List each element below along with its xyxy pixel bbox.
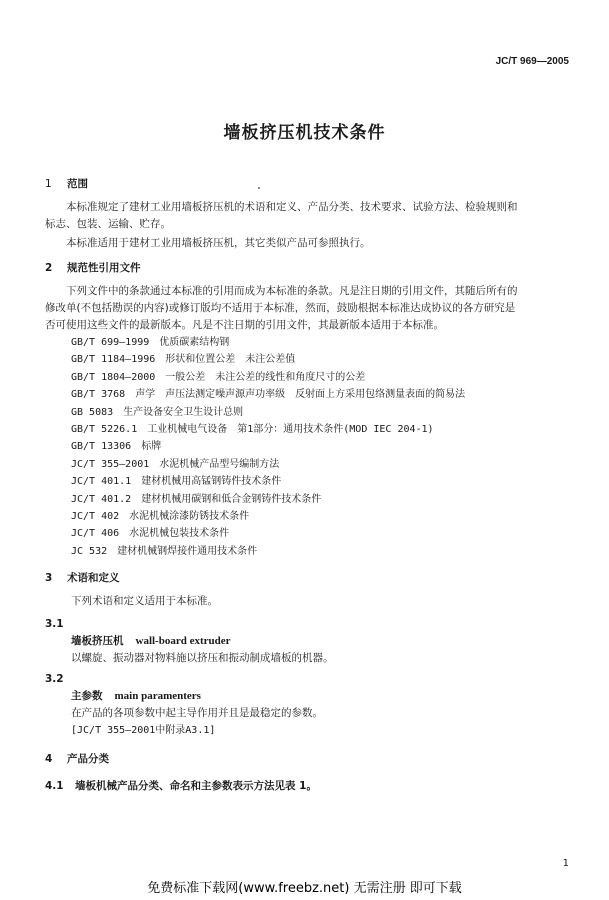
term-name: 主参数: [71, 690, 103, 703]
reference-item: [71, 351, 575, 368]
reference-item: [71, 525, 575, 542]
reference-title: 建材机械钢焊接件通用技术条件: [117, 545, 258, 557]
reference-item: [71, 369, 575, 386]
section-number: 4: [45, 753, 53, 766]
text-line: 本标准规定了建材工业用墙板挤压机的术语和定义、产品分类、技术要求、试验方法、检验规则和: [66, 201, 518, 213]
reference-list: [71, 334, 575, 560]
reference-code: GB/T 13306: [71, 441, 132, 453]
references-intro-cont: 否可使用这些文件的最新版本。凡是不注日期的引用文件，其最新版本适用于本标准。: [45, 319, 444, 331]
term-definition: 以螺旋、振动器对物料施以挤压和振动制成墙板的机器。: [71, 652, 334, 665]
reference-code: JC/T 401.1: [71, 476, 132, 488]
reference-title: 优质碳素结构钢: [159, 337, 230, 348]
reference-item: [71, 508, 575, 525]
standard-code: JC/T 969—2005: [495, 56, 569, 67]
reference-title: 水泥机械涂漆防锈技术条件: [129, 511, 250, 523]
reference-title: 水泥机械产品型号编制方法: [159, 458, 280, 470]
section-title: 规范性引用文件: [67, 262, 141, 274]
reference-title: 建材机械用碳钢和低合金钢铸件技术条件: [141, 493, 322, 505]
term-english: main paramenters: [114, 690, 201, 703]
section-4-heading: [45, 751, 575, 768]
reference-title: 工业机械电气设备 第1部分：通用技术条件(MOD IEC 204-1): [147, 424, 434, 436]
reference-title: 一般公差 未注公差的线性和角度尺寸的公差: [165, 371, 366, 383]
reference-title: 形状和位置公差 未注公差值: [165, 354, 296, 366]
references-intro: 下列文件中的条款通过本标准的引用而成为本标准的条款。凡是注日期的引用文件，其随后所有的: [66, 285, 518, 297]
reference-code: JC/T 401.2: [71, 493, 132, 505]
reference-item: [71, 386, 575, 403]
subsection-4-1: [45, 778, 575, 795]
reference-code: GB/T 5226.1: [71, 424, 138, 436]
reference-item: [71, 491, 575, 508]
reference-code: JC/T 406: [71, 528, 120, 540]
section-title: 产品分类: [67, 753, 109, 766]
section-number: 1: [45, 178, 52, 190]
section-title: 范围: [67, 178, 88, 190]
section-number: 3: [45, 572, 53, 585]
references-intro-cont: 修改单(不包括勘误的内容)或修订版均不适用于本标准，然而，鼓励根据本标准达成协议的各方研究是: [45, 302, 516, 314]
term-entry: [45, 633, 575, 650]
terms-intro: 下列术语和定义适用于本标准。: [71, 595, 218, 608]
reference-item: [71, 334, 575, 351]
reference-item: [71, 404, 575, 421]
term-source: [JC/T 355—2001中附录A3.1]: [71, 725, 216, 737]
reference-title: 水泥机械包装技术条件: [129, 528, 230, 540]
reference-item: [71, 456, 575, 473]
document-body: [45, 170, 575, 795]
section-2-heading: [45, 260, 575, 277]
term-name: 墙板挤压机: [71, 635, 124, 648]
reference-code: JC/T 355—2001: [71, 458, 150, 470]
reference-item: [71, 473, 575, 490]
reference-title: 标牌: [141, 441, 162, 453]
reference-code: GB/T 1184—1996: [71, 354, 156, 366]
reference-code: GB 5083: [71, 406, 114, 418]
term-entry: [45, 688, 575, 705]
section-1-heading: [45, 176, 575, 193]
section-number: 2: [45, 262, 53, 274]
document-title: 墙板挤压机技术条件: [223, 123, 386, 143]
page-number: 1: [562, 858, 569, 869]
reference-code: GB/T 1804—2000: [71, 371, 156, 383]
subsection-number: 4.1: [45, 780, 64, 793]
term-number: 3.1: [45, 618, 64, 631]
scope-paragraph-1: [45, 199, 575, 216]
reference-code: GB/T 3768: [71, 389, 126, 401]
reference-title: 生产设备安全卫生设计总则: [123, 406, 244, 418]
reference-item: [71, 421, 575, 438]
section-3-heading: [45, 570, 575, 587]
scope-paragraph-1-cont: 标志、包装、运输、贮存。: [45, 218, 171, 230]
reference-code: JC/T 402: [71, 511, 120, 523]
reference-title: 建材机械用高锰钢铸件技术条件: [141, 476, 282, 488]
term-english: wall-board extruder: [135, 635, 231, 648]
term-definition: 在产品的各项参数中起主导作用并且是最稳定的参数。: [71, 707, 323, 720]
reference-item: [71, 543, 575, 560]
section-title: 术语和定义: [67, 572, 120, 585]
reference-title: 声学 声压法测定噪声源声功率级 反射面上方采用包络测量表面的简易法: [135, 389, 466, 401]
reference-code: JC 532: [71, 545, 108, 557]
reference-code: GB/T 699—1999: [71, 337, 150, 348]
download-footer: 免费标准下载网(www.freebz.net) 无需注册 即可下载: [147, 881, 462, 896]
subsection-text: 墙板机械产品分类、命名和主参数表示方法见表 1。: [75, 780, 317, 793]
term-number: 3.2: [45, 673, 64, 686]
reference-item: [71, 438, 575, 455]
scope-paragraph-2: 本标准适用于建材工业用墙板挤压机，其它类似产品可参照执行。: [66, 237, 371, 249]
